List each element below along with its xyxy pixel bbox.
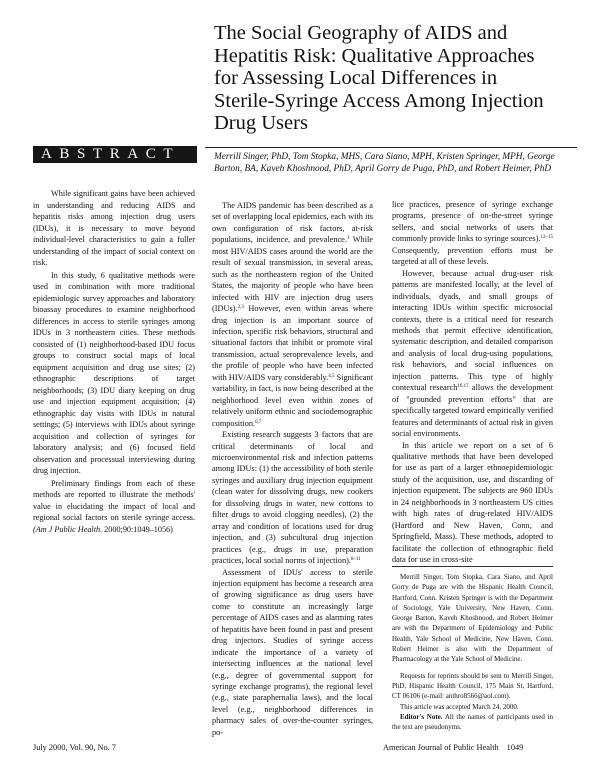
body-paragraph: In this article we report on a set of 6 qualitative methods that have been developed for use as part of a larger ethnoepidemiologic study of the acquisition, use, and discarding of injection equipment. The subjects are 960 IDUs in 24 neighborhoods in 3 northeastern US cities with high rates of drug-related HIV/AIDS (Hartford and New Haven, Conn, and Springfield, Mass). These methods, adopted to facilitate the collection of ethnographic field data for use in cross-site — [392, 440, 553, 565]
body-text: However, because actual drug-user risk patterns are manifested locally, at the level of individuals, dyads, and small groups of interacting IDUs within specific microsocial contexts, there is a critical need for research methods that permit effective identification, systematic description, and detailed comparison and analysis of local drug-using populations, risk behaviors, and social influences on injection patterns. This type of highly contextual research — [392, 268, 553, 393]
body-text: Significant variability, in fact, is now being described at the neighborhood level even within zones of relatively uniform ethnic and sociodemographic composition. — [212, 372, 374, 428]
body-text: However, even within areas where drug injection is an important source of infection, specific risk behaviors, structural and situational factors that inhibit or promote viral transmission, actual seroprevalence levels, and the profile of people who have been infected with HIV/AIDS vary considerably. — [212, 304, 373, 382]
reference-superscript: 6,7 — [255, 419, 262, 425]
issue-info: July 2000, Vol. 90, No. 7 — [33, 743, 116, 752]
editor-note-text: All the names of participants used in the text are pseudonyms. — [392, 712, 553, 732]
body-paragraph — [392, 268, 553, 440]
reference-superscript: 4,5 — [328, 373, 335, 379]
footnotes — [392, 566, 553, 732]
editor-note — [392, 712, 553, 733]
body-paragraph — [212, 200, 373, 429]
title-line: Hepatitis Risk: Qualitative Approaches — [214, 44, 535, 67]
title-line: Sterile-Syringe Access Among Injection — [214, 89, 544, 112]
abstract-paragraph — [33, 478, 195, 536]
affiliations-note: Merrill Singer, Tom Stopka, Cara Siano, and April Gorry de Puga are with the Hispanic Health Council, Hartford, Conn. Kristen Springer is with the Department of Sociology, Yale University, New Haven, Conn. George Barton, Kaveh Khoshnood, and Robert Heimer are with the Department of Epidemiology and Public Health, Yale School of Medicine, New Haven, Conn. Robert Heimer is also with the Department of Pharmacology at the Yale School of Medicine. — [392, 573, 553, 664]
page-number: 1049 — [506, 743, 524, 752]
body-text: Existing research suggests 3 factors that are critical determinants of local and microenvironmental risk and infection patterns among IDUs: (1) the accessibility of both sterile syringes and auxiliary drug injection equipment (clean water for dissolving drugs, new cookers for dissolving drugs in water, new cottons to filter drugs to avoid clogging needles), (2) the array and condition of locations used for drug injection, and (3) subcultural drug injection practices (e.g., drugs in use, preparation practices, local social norms of injection). — [212, 430, 373, 566]
body-text: The AIDS pandemic has been described as a set of overlapping local epidemics, each with its own configuration of risk factors, at-risk populations, incidence, and prevalence. — [212, 201, 373, 245]
body-column-1 — [212, 200, 373, 738]
body-paragraph — [212, 429, 373, 566]
journal-name: American Journal of Public Health — [383, 743, 499, 752]
accepted-note: This article was accepted March 24, 2000. — [400, 702, 519, 711]
abstract-heading: ABSTRACT — [33, 146, 197, 163]
reference-superscript: 1 — [346, 236, 350, 242]
citation-details: 2000;90:1049–1056) — [104, 524, 173, 534]
title-line: for Assessing Local Differences in — [214, 67, 498, 89]
body-text: Consequently, prevention efforts must be targeted at all of these levels. — [392, 245, 553, 267]
title-line: Drug Users — [214, 112, 308, 134]
title-line: The Social Geography of AIDS and — [214, 22, 508, 44]
reference-superscript: 8–11 — [350, 557, 361, 563]
body-paragraph: Assessment of IDUs' access to sterile injection equipment has become a research area of growing significance as drug users have come to constitute an increasingly large percentage of AIDS cases and as alarming rates of hepatitis have been found in past and present drug injectors. Studies of syringe access indicate the importance of a variety of intersecting influences at the national level (e.g., degree of governmental support for syringe exchange programs), the regional level (e.g., state paraphernalia laws), and the local level (e.g., neighborhood differences in pharmacy sales of over-the-counter syringes, po- — [212, 567, 373, 737]
body-column-2 — [392, 199, 553, 566]
abstract-paragraph-text: Preliminary findings from each of these methods are reported to illustrate the methods' value in elucidating the impact of local and regional social factors on sterile syringe access. — [33, 478, 195, 522]
body-text: lice practices, presence of syringe exchange programs, presence of on-the-street syringe sellers, and social networks of users that commonly provide links to syringe sources). — [392, 200, 553, 244]
running-footer — [383, 743, 523, 752]
header-rule — [205, 147, 577, 148]
reference-superscript: 2,3 — [237, 305, 244, 311]
abstract-paragraph: While significant gains have been achieved in understanding and reducing AIDS and hepatitis risks among injection drug users (IDUs), it is necessary to move beyond individual-level characteristics to gain a fuller understanding of the impact of social context on risk. — [33, 189, 195, 267]
reprints-note: Requests for reprints should be sent to Merrill Singer, PhD, Hispanic Health Council, 175 Main St, Hartford, CT 06106 (e-mail: anthro8566@aol.com). — [392, 671, 553, 701]
reference-superscript: 16,17 — [457, 384, 469, 390]
footnote-rule — [392, 566, 553, 567]
body-text: While most HIV/AIDS cases around the world are the result of sexual transmission, in several areas, such as the northeastern region of the United States, the majority of people who have been infected with HIV are injection drug users (IDUs). — [212, 235, 373, 314]
reference-superscript: 12–15 — [540, 235, 553, 241]
editor-note-label: Editor's Note. — [400, 712, 443, 721]
body-text: allows the development of "grounded prevention efforts" that are specifically targeted toward empirically verified features and determinants of actual risk in given social environments. — [392, 383, 554, 439]
abstract-text — [33, 188, 195, 535]
article-title — [214, 22, 594, 135]
author-list: Merrill Singer, PhD, Tom Stopka, MHS, Cara Siano, MPH, Kristen Springer, MPH, George Barton, BA, Kaveh Khoshnood, PhD, April Gorry de Puga, PhD, and Robert Heimer, PhD — [214, 152, 555, 174]
abstract-paragraph: In this study, 6 qualitative methods were used in combination with more traditional epidemiologic survey approaches and laboratory bioassay procedures to examine neighborhood differences in access to sterile syringes among IDUs in 3 northeastern cities. These methods consisted of (1) neighborhood-based IDU focus groups to construct social maps of local equipment acquisition and drug use sites; (2) ethnographic descriptions of target neighborhoods; (3) IDU diary keeping on drug use and injection equipment acquisition; (4) ethnographic day visits with IDUs in natural settings; (5) interviews with IDUs about syringe acquisition and collection of syringes for laboratory analysis; and (6) focused field observation and processual interviewing during drug injection. — [33, 270, 195, 475]
citation-journal: (Am J Public Health. — [33, 524, 103, 534]
body-paragraph — [392, 199, 553, 268]
